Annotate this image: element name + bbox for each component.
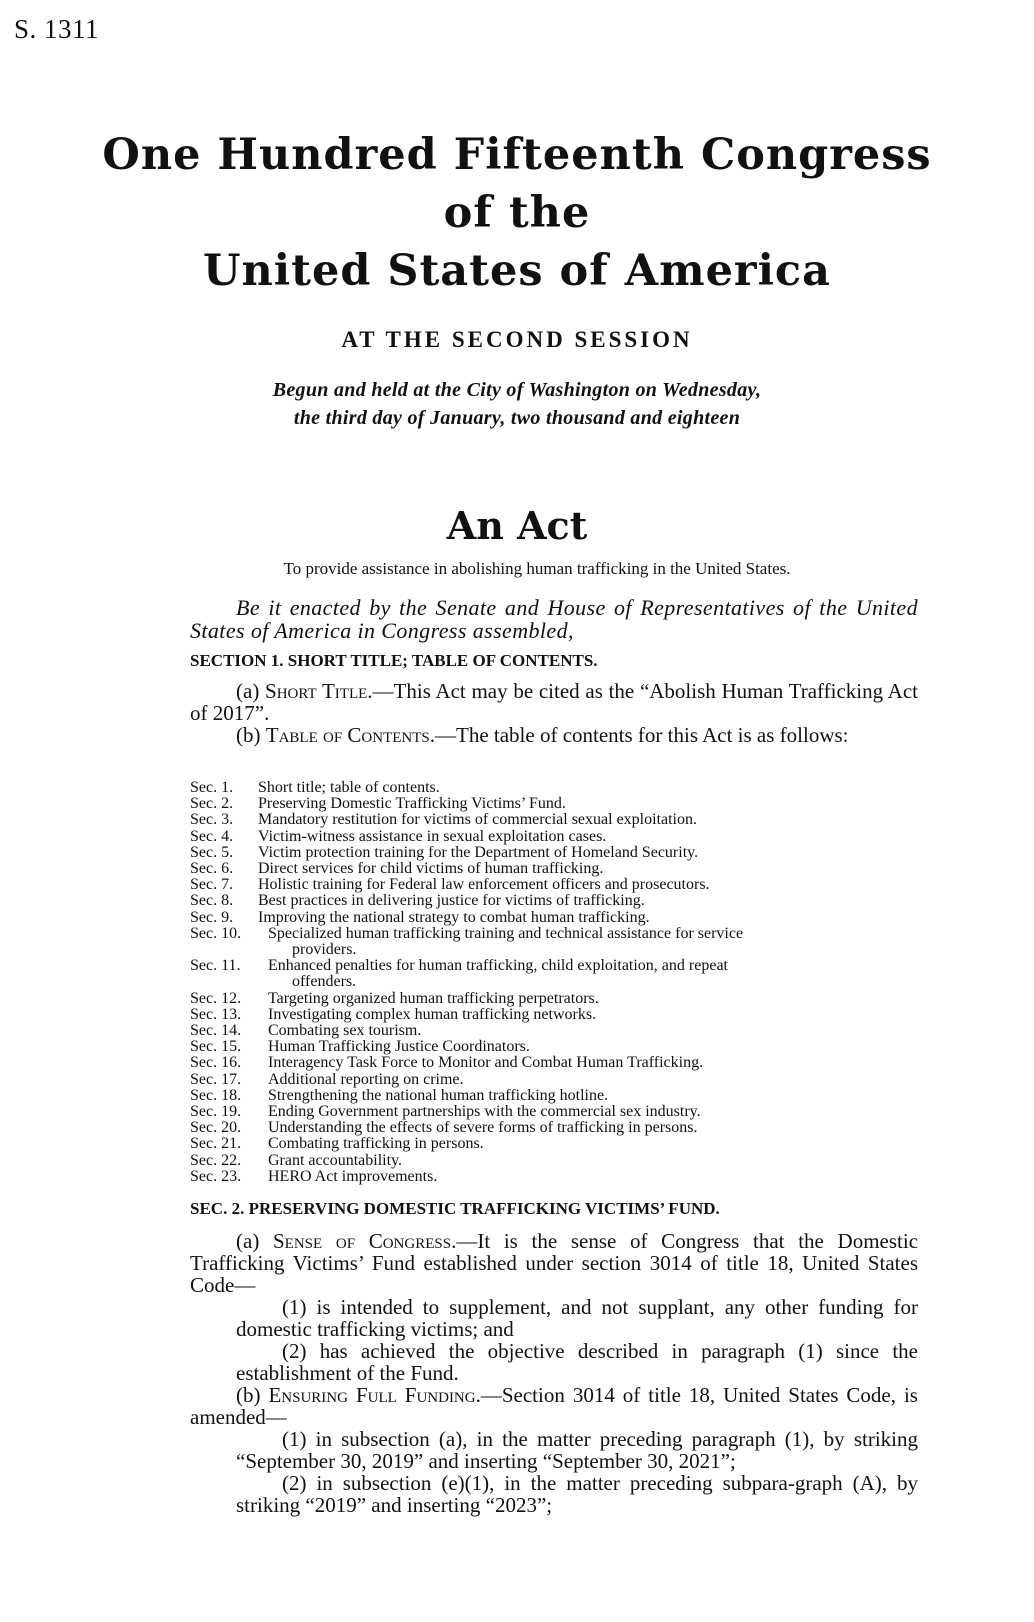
toc-entry <box>190 1039 920 1055</box>
toc-entry <box>190 796 920 812</box>
toc-entry <box>190 1153 920 1169</box>
begun-line-2: the third day of January, two thousand and eighteen <box>293 407 741 429</box>
toc-entry-title: Combating trafficking in persons. <box>268 1135 484 1153</box>
toc-entry-number: Sec. 23. <box>190 1167 242 1185</box>
toc-entry-number: Sec. 12. <box>190 989 242 1007</box>
toc-entry-title: Improving the national strategy to combat human trafficking. <box>258 908 650 926</box>
toc-entry <box>190 1088 920 1104</box>
section-2-paragraph-a2: (2) has achieved the objective described in paragraph (1) since the establishment of the Fund. <box>236 1339 918 1385</box>
toc-entry-title: Strengthening the national human trafficking hotline. <box>268 1086 609 1104</box>
toc-entry-number: Sec. 18. <box>190 1086 242 1104</box>
toc-entry-title: HERO Act improvements. <box>268 1167 438 1185</box>
subsection-caption: Table of Contents <box>265 723 430 747</box>
toc-entry <box>190 1007 920 1023</box>
congress-title-line-2: of the <box>443 188 591 238</box>
toc-entry-number: Sec. 1. <box>190 779 234 796</box>
section-2-subsection-a: (a) Sense of Congress.—It is the sense of Congress that the Domestic Trafficking Victims’ Fund established under section 3014 of title 18, United States Code— <box>190 1229 919 1297</box>
toc-entry <box>190 926 920 958</box>
toc-entry-number: Sec. 14. <box>190 1022 242 1040</box>
toc-entry <box>190 991 920 1007</box>
subsection-caption: Short Title <box>265 679 368 703</box>
bill-number: S. 1311 <box>14 14 100 44</box>
act-heading: An Act <box>446 503 588 548</box>
section-2-heading: SEC. 2. PRESERVING DOMESTIC TRAFFICKING VICTIMS’ FUND. <box>190 1199 720 1218</box>
toc-entry <box>190 1136 920 1152</box>
toc-entry-title: Short title; table of contents. <box>258 779 440 796</box>
section-2-paragraph-b2: (2) in subsection (e)(1), in the matter preceding subpara-graph (A), by striking “2019” and inserting “2023”; <box>236 1471 918 1517</box>
toc-entry-title: Investigating complex human trafficking networks. <box>268 1005 597 1023</box>
toc-entry-number: Sec. 3. <box>190 811 234 829</box>
toc-entry-title: Victim protection training for the Department of Homeland Security. <box>258 843 699 861</box>
toc-entry <box>190 1104 920 1120</box>
toc-entry <box>190 1120 920 1136</box>
toc-entry-number: Sec. 8. <box>190 892 234 910</box>
section-2-body <box>190 1230 918 1516</box>
congress-title-line-1: One Hundred Fifteenth Congress <box>102 130 932 180</box>
section-1-heading: SECTION 1. SHORT TITLE; TABLE OF CONTENTS. <box>190 651 598 670</box>
toc-entry-title: Mandatory restitution for victims of commercial sexual exploitation. <box>258 811 697 829</box>
table-of-contents <box>190 780 920 1185</box>
begun-line-1: Begun and held at the City of Washington on Wednesday, <box>272 379 762 401</box>
toc-entry-title: Interagency Task Force to Monitor and Combat Human Trafficking. <box>268 1054 704 1072</box>
toc-entry <box>190 1055 920 1071</box>
toc-entry-number: Sec. 2. <box>190 795 234 813</box>
toc-entry <box>190 829 920 845</box>
section-2-subsection-b: (b) Ensuring Full Funding.—Section 3014 of title 18, United States Code, is amended— <box>190 1383 918 1429</box>
section-1-subsection-a: (a) Short Title.—This Act may be cited as the “Abolish Human Trafficking Act of 2017”. <box>190 679 919 725</box>
section-2-paragraph-b1: (1) in subsection (a), in the matter preceding paragraph (1), by striking “September 30, 2019” and inserting “September 30, 2021”; <box>236 1427 918 1473</box>
begun-statement <box>0 376 1034 432</box>
subsection-caption: Sense of Congress <box>273 1229 452 1253</box>
toc-entry-number: Sec. 7. <box>190 876 234 894</box>
toc-entry-number: Sec. 13. <box>190 1005 242 1023</box>
toc-entry-title: Preserving Domestic Trafficking Victims’ Fund. <box>258 795 566 813</box>
toc-entry-title: Targeting organized human trafficking perpetrators. <box>268 989 599 1007</box>
section-1-body <box>190 680 918 746</box>
toc-entry <box>190 1169 920 1185</box>
section-1-subsection-b: (b) Table of Contents.—The table of contents for this Act is as follows: <box>236 723 849 747</box>
act-purpose: To provide assistance in abolishing human trafficking in the United States. <box>283 559 791 578</box>
toc-entry-title: Combating sex tourism. <box>268 1022 422 1040</box>
toc-entry <box>190 1072 920 1088</box>
toc-entry-title: Direct services for child victims of human trafficking. <box>258 860 604 878</box>
session-heading: AT THE SECOND SESSION <box>341 327 693 352</box>
toc-entry-continuation: providers. <box>292 941 357 959</box>
section-2-paragraph-a1: (1) is intended to supplement, and not supplant, any other funding for domestic trafficking victims; and <box>236 1295 918 1341</box>
toc-entry-number: Sec. 4. <box>190 827 234 845</box>
toc-entry <box>190 877 920 893</box>
toc-entry-title: Victim-witness assistance in sexual exploitation cases. <box>258 827 607 845</box>
toc-entry-number: Sec. 5. <box>190 843 234 861</box>
toc-entry-title: Human Trafficking Justice Coordinators. <box>268 1038 530 1056</box>
toc-entry <box>190 812 920 828</box>
toc-entry <box>190 958 920 990</box>
congress-title-line-3: United States of America <box>203 246 831 296</box>
toc-entry-number: Sec. 10. <box>190 924 242 942</box>
toc-entry-number: Sec. 6. <box>190 860 234 878</box>
toc-entry-number: Sec. 15. <box>190 1038 242 1056</box>
toc-entry-title: Grant accountability. <box>268 1151 403 1169</box>
toc-entry-title: Best practices in delivering justice for victims of trafficking. <box>258 892 645 910</box>
toc-entry <box>190 845 920 861</box>
toc-entry-number: Sec. 21. <box>190 1135 242 1153</box>
toc-entry-number: Sec. 16. <box>190 1054 242 1072</box>
toc-entry-number: Sec. 19. <box>190 1103 242 1121</box>
toc-entry <box>190 910 920 926</box>
congress-title <box>0 126 1034 300</box>
toc-entry-title: Enhanced penalties for human trafficking, child exploitation, and repeat <box>268 957 728 975</box>
toc-entry-number: Sec. 17. <box>190 1070 242 1088</box>
toc-entry-title: Ending Government partnerships with the commercial sex industry. <box>268 1103 701 1121</box>
toc-entry-number: Sec. 20. <box>190 1119 242 1137</box>
toc-entry <box>190 1023 920 1039</box>
toc-entry-number: Sec. 22. <box>190 1151 242 1169</box>
toc-entry-number: Sec. 9. <box>190 908 234 926</box>
toc-entry <box>190 861 920 877</box>
toc-entry-title: Understanding the effects of severe forms of trafficking in persons. <box>268 1119 698 1137</box>
toc-entry-title: Additional reporting on crime. <box>268 1070 464 1088</box>
subsection-caption: Ensuring Full Funding <box>268 1383 476 1407</box>
enacting-clause: Be it enacted by the Senate and House of Representatives of the United States of America in Congress assembled, <box>190 595 918 643</box>
toc-entry-continuation: offenders. <box>292 973 357 991</box>
toc-entry-title: Specialized human trafficking training and technical assistance for service <box>268 924 744 942</box>
toc-entry-title: Holistic training for Federal law enforcement officers and prosecutors. <box>258 876 710 894</box>
toc-entry <box>190 893 920 909</box>
toc-entry-number: Sec. 11. <box>190 957 241 975</box>
toc-entry <box>190 780 920 796</box>
